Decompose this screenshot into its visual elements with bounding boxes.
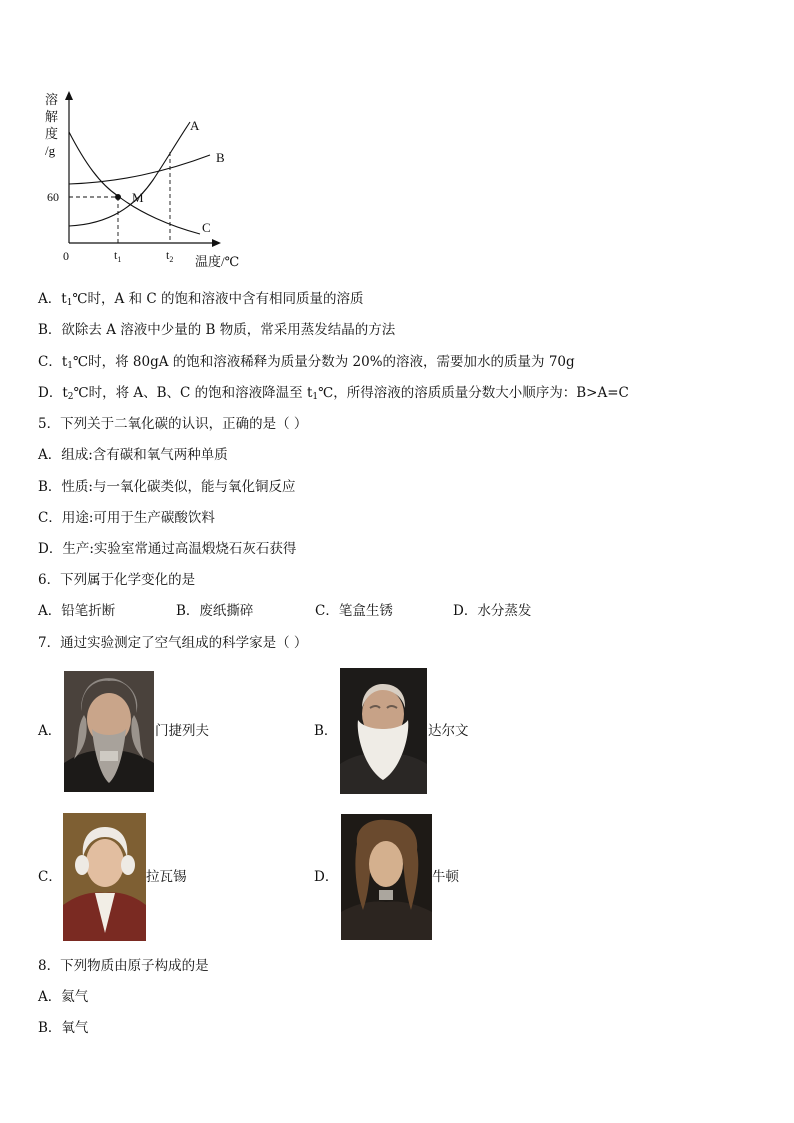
portrait-d-image (341, 814, 432, 940)
q7-option-a-name: 门捷列夫 (155, 723, 209, 739)
tick-t2: $t_2$ (166, 248, 174, 264)
q6-options (38, 602, 531, 620)
q5-option-b: B．性质:与一氧化碳类似，能与氧化铜反应 (38, 479, 296, 495)
origin-label: 0 (63, 249, 69, 263)
q8-option-b: B．氧气 (38, 1020, 89, 1036)
q7-option-d-name: 牛顿 (432, 869, 459, 885)
q6-option-d: D．水分蒸发 (453, 603, 532, 619)
ylabel-char-1: 溶 (45, 92, 59, 107)
q4-option-c: C．$t_1℃$时，将 80gA 的饱和溶液稀释为质量分数为 20%的溶液，需要加水的质量为 70g (38, 354, 575, 371)
q5-option-d: D．生产:实验室常通过高温煅烧石灰石获得 (38, 541, 297, 557)
point-m (115, 194, 121, 200)
q6-option-a: A．铅笔折断 (38, 603, 116, 619)
q5-option-a: A．组成:含有碳和氧气两种单质 (38, 447, 228, 463)
label-b: B (216, 150, 225, 165)
portrait-c-image (63, 813, 146, 941)
q5-stem: 5．下列关于二氧化碳的认识，正确的是（ ） (38, 416, 308, 432)
curve-b (69, 155, 210, 184)
q7-option-b-letter: B． (314, 723, 338, 739)
q4-option-d: D．$t_2℃$时，将 A、B、C 的饱和溶液降温至 $t_1℃$，所得溶液的溶质质量分数大小顺序为：B>A=C (38, 385, 629, 402)
xlabel: 温度/℃ (195, 254, 240, 269)
ylabel-char-4: /g (45, 143, 56, 158)
q7-option-c-letter: C． (38, 869, 62, 885)
tick-t1: $t_1$ (114, 248, 122, 264)
q7-option-b-name: 达尔文 (428, 723, 469, 739)
q6-stem: 6．下列属于化学变化的是 (38, 572, 196, 588)
label-c: C (202, 220, 211, 235)
label-m: M (132, 190, 144, 205)
q6-option-b: B．废纸撕碎 (176, 603, 254, 619)
y-axis-arrow (65, 91, 73, 100)
tick-60: 60 (47, 190, 59, 204)
label-a: A (190, 118, 200, 133)
q6-option-c: C．笔盒生锈 (315, 603, 393, 619)
x-axis-arrow (212, 239, 221, 247)
q5-option-c: C．用途:可用于生产碳酸饮料 (38, 510, 215, 526)
q7-option-c-name: 拉瓦锡 (146, 869, 187, 885)
q8-stem: 8．下列物质由原子构成的是 (38, 958, 209, 974)
q4-option-a: A．$t_1℃$时，A 和 C 的饱和溶液中含有相同质量的溶质 (38, 291, 364, 308)
q7-stem: 7．通过实验测定了空气组成的科学家是（ ） (38, 635, 308, 651)
solubility-graph (40, 88, 255, 273)
q8-option-a: A．氦气 (38, 989, 89, 1005)
q7-option-a-letter: A． (38, 723, 62, 739)
portrait-b-image (340, 668, 427, 794)
curve-a (69, 122, 190, 226)
ylabel-char-2: 解 (45, 109, 59, 124)
q4-option-b: B．欲除去 A 溶液中少量的 B 物质，常采用蒸发结晶的方法 (38, 322, 396, 338)
portrait-a-image (64, 671, 154, 792)
ylabel-char-3: 度 (45, 126, 59, 141)
q7-option-d-letter: D． (314, 869, 339, 885)
